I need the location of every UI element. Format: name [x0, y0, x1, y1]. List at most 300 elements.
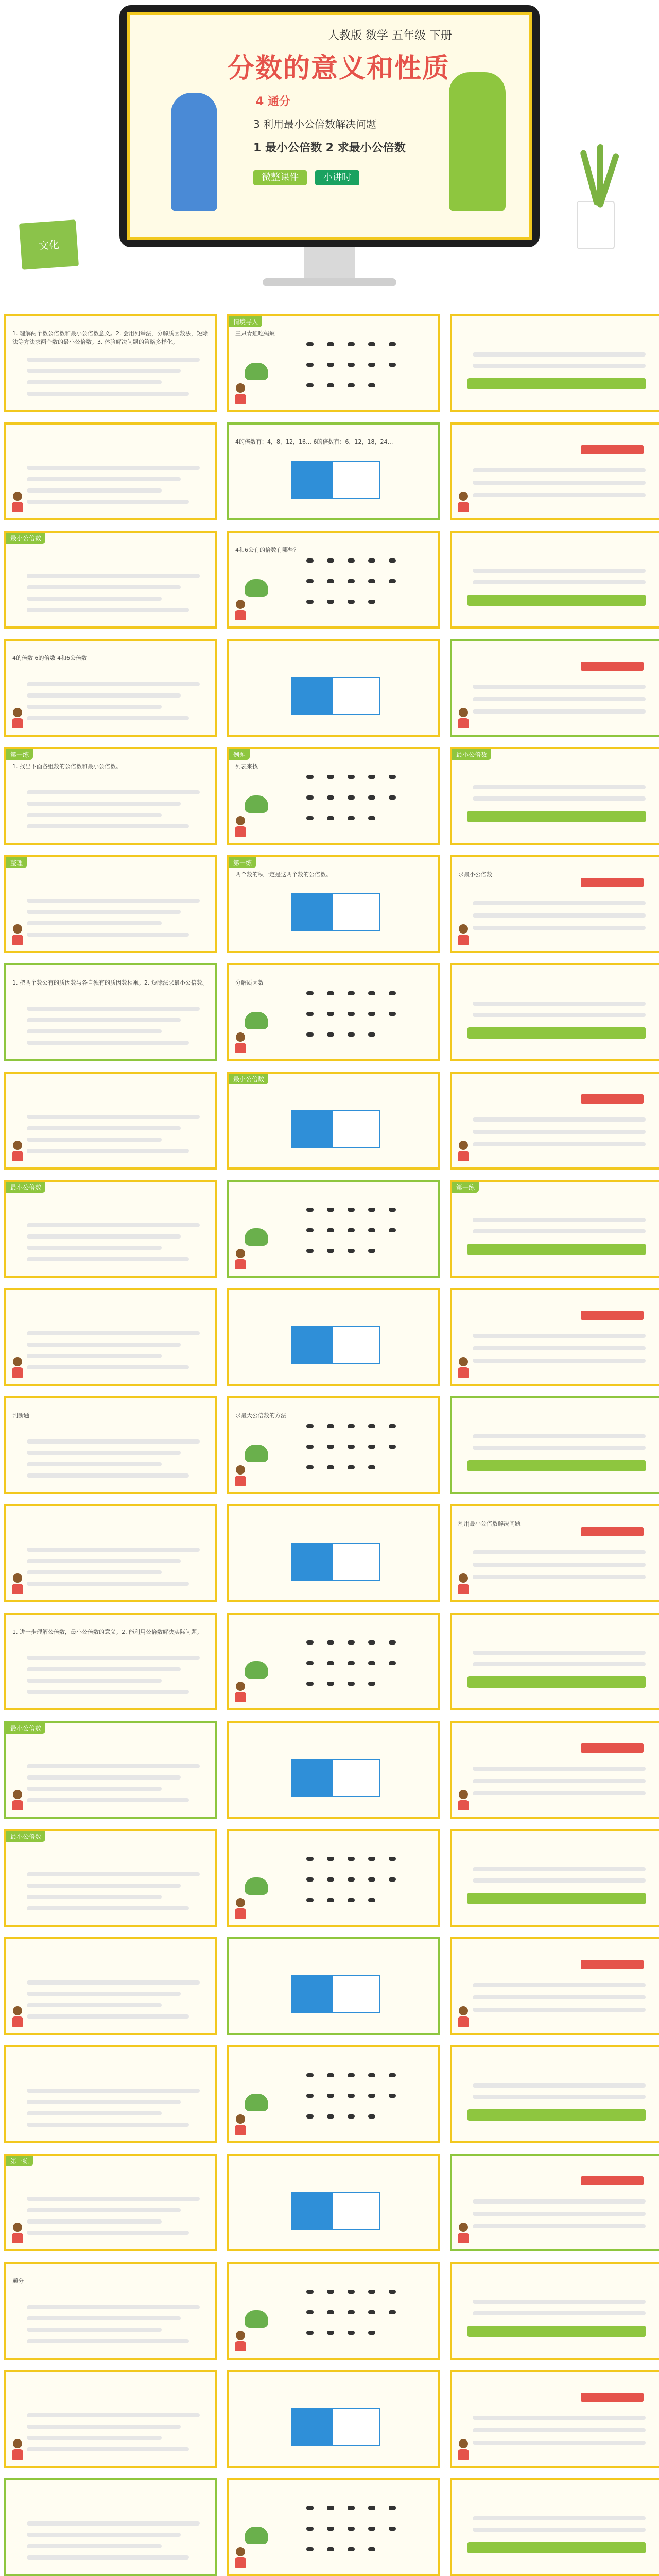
- ant-icon: [368, 1682, 375, 1686]
- ant-icon: [348, 2506, 355, 2510]
- slide-thumbnail[interactable]: [227, 1504, 440, 1602]
- text-line: [27, 1906, 189, 1910]
- text-line: [473, 2008, 646, 2012]
- text-line: [27, 1343, 181, 1347]
- cover-subtitle-2: 3 利用最小公倍数解决问题: [253, 118, 377, 130]
- text-line: [27, 1018, 181, 1022]
- monitor: [119, 5, 540, 247]
- ant-icon: [327, 2290, 334, 2294]
- text-line: [27, 682, 200, 686]
- text-line: [473, 1767, 646, 1771]
- text-line: [473, 468, 646, 472]
- ant-icon: [306, 1640, 314, 1645]
- ant-icon: [389, 2094, 396, 2098]
- cover-slide: [127, 12, 532, 240]
- text-line: [473, 1791, 646, 1795]
- ant-icon: [368, 2073, 375, 2077]
- slide-text: 4和6公有的倍数有哪些？: [235, 547, 299, 553]
- slide-thumbnail[interactable]: [4, 1288, 217, 1386]
- cover-tag-a: 微整课件: [253, 170, 307, 185]
- text-line: [473, 1117, 646, 1122]
- text-line: [473, 2212, 646, 2216]
- ant-icon: [389, 1445, 396, 1449]
- ant-icon: [368, 2527, 375, 2531]
- text-line: [473, 1218, 646, 1222]
- text-line: [27, 1354, 162, 1358]
- ant-icon: [389, 579, 396, 583]
- text-line: [27, 1872, 200, 1876]
- text-line: [473, 2416, 646, 2420]
- teacher-icon: [234, 1032, 247, 1053]
- text-line: [27, 1775, 181, 1780]
- ant-icon: [368, 2094, 375, 2098]
- text-line: [473, 1878, 646, 1883]
- slide-thumbnail[interactable]: [227, 422, 440, 520]
- text-line: [473, 2095, 646, 2099]
- slide-thumbnail[interactable]: [227, 2154, 440, 2251]
- slide-text: 通分: [12, 2278, 24, 2284]
- text-line: [473, 1346, 646, 1350]
- ant-icon: [348, 2073, 355, 2077]
- slide-thumbnail[interactable]: [4, 1937, 217, 2035]
- text-line: [473, 697, 646, 701]
- fraction-fill: [292, 2409, 333, 2445]
- slide-thumbnail[interactable]: [4, 1072, 217, 1170]
- ant-icon: [348, 1424, 355, 1428]
- slide-thumbnail[interactable]: [4, 2045, 217, 2143]
- slide-thumbnail[interactable]: [227, 1937, 440, 2035]
- ant-icon: [306, 2290, 314, 2294]
- text-line: [27, 1365, 189, 1369]
- slide-thumbnail[interactable]: [4, 1396, 217, 1494]
- text-line: [27, 802, 181, 806]
- ant-icon: [327, 1465, 334, 1469]
- teacher-icon: [234, 2331, 247, 2351]
- ant-icon: [389, 2527, 396, 2531]
- ant-icon: [368, 558, 375, 563]
- text-line: [473, 569, 646, 573]
- text-line: [27, 2219, 162, 2224]
- text-line: [27, 1582, 189, 1586]
- ant-icon: [306, 2547, 314, 2551]
- ant-icon: [306, 1208, 314, 1212]
- slide-thumbnail[interactable]: [4, 747, 217, 845]
- ant-icon: [389, 2290, 396, 2294]
- ant-icon: [368, 1012, 375, 1016]
- slide-thumbnail[interactable]: [227, 1180, 440, 1278]
- slide-thumbnail[interactable]: [450, 747, 659, 845]
- text-line: [473, 352, 646, 357]
- ant-icon: [327, 342, 334, 346]
- teacher-icon: [457, 1357, 470, 1378]
- ant-icon: [348, 579, 355, 583]
- text-line: [27, 2436, 162, 2440]
- slide-thumbnail[interactable]: [4, 1721, 217, 1819]
- slide-thumbnail[interactable]: [227, 2370, 440, 2468]
- slide-thumbnail[interactable]: [4, 2154, 217, 2251]
- text-line: [473, 913, 646, 918]
- ant-icon: [306, 775, 314, 779]
- text-line: [27, 2305, 200, 2309]
- slide-text: 两个数的积一定是这两个数的公倍数。: [235, 871, 332, 878]
- ant-icon: [306, 1424, 314, 1428]
- teacher-icon: [234, 1249, 247, 1269]
- text-line: [27, 1439, 200, 1444]
- ant-icon: [306, 1857, 314, 1861]
- ant-icon: [306, 1661, 314, 1665]
- slide-thumbnail[interactable]: [450, 963, 659, 1061]
- text-line: [27, 910, 181, 914]
- text-line: [27, 1041, 189, 1045]
- slide-thumbnail[interactable]: [4, 963, 217, 1061]
- edition-label: 人教版 数学 五年级 下册: [328, 29, 452, 42]
- slide-thumbnail[interactable]: [450, 2478, 659, 2576]
- highlight-bar: [467, 1244, 646, 1255]
- ant-icon: [327, 2094, 334, 2098]
- ant-icon: [348, 795, 355, 800]
- teacher-icon: [234, 1682, 247, 1702]
- slide-text: 三只青蛙吃蚂蚁: [235, 330, 275, 337]
- text-line: [473, 709, 646, 714]
- highlight-bar: [467, 2109, 646, 2121]
- text-line: [473, 1002, 646, 1006]
- slide-thumbnail[interactable]: [4, 1613, 217, 1710]
- text-line: [27, 2533, 181, 2537]
- text-line: [27, 2089, 200, 2093]
- slide-thumbnail[interactable]: [4, 1180, 217, 1278]
- text-line: [473, 1983, 646, 1987]
- slide-thumbnail[interactable]: [227, 1721, 440, 1819]
- text-line: [27, 2544, 162, 2548]
- fraction-fill: [292, 2193, 333, 2229]
- teacher-icon: [234, 600, 247, 620]
- fraction-fill: [292, 1544, 333, 1580]
- fraction-fill: [292, 678, 333, 714]
- text-line: [27, 477, 181, 481]
- teacher-icon: [11, 1573, 24, 1594]
- ant-icon: [348, 991, 355, 995]
- text-line: [27, 1787, 162, 1791]
- ant-icon: [348, 363, 355, 367]
- slide-thumbnail[interactable]: [450, 1396, 659, 1494]
- slide-thumbnail[interactable]: [227, 639, 440, 737]
- text-line: [473, 2428, 646, 2432]
- slide-thumbnail[interactable]: [450, 1721, 659, 1819]
- frog-icon: [245, 2310, 268, 2328]
- text-line: [27, 1980, 200, 1985]
- text-line: [473, 1651, 646, 1655]
- ant-icon: [368, 795, 375, 800]
- ant-icon: [327, 1032, 334, 1037]
- fraction-fill: [292, 1327, 333, 1363]
- text-line: [27, 2328, 162, 2332]
- slide-thumbnail[interactable]: [4, 422, 217, 520]
- slide-thumbnail[interactable]: [227, 1829, 440, 1927]
- slide-thumbnail[interactable]: [450, 1613, 659, 1710]
- slide-badge: 第一练: [6, 749, 33, 760]
- text-line: [27, 488, 162, 493]
- ant-icon: [348, 342, 355, 346]
- ant-icon: [389, 1424, 396, 1428]
- ant-icon: [306, 1877, 314, 1882]
- slide-thumbnail[interactable]: [450, 1829, 659, 1927]
- slide-thumbnail[interactable]: [4, 1829, 217, 1927]
- teacher-icon: [11, 492, 24, 512]
- ant-icon: [348, 2527, 355, 2531]
- text-line: [473, 2311, 646, 2315]
- slide-thumbnail[interactable]: [227, 314, 440, 412]
- ant-icon: [389, 775, 396, 779]
- slide-thumbnail[interactable]: [4, 639, 217, 737]
- ant-icon: [327, 1208, 334, 1212]
- text-line: [27, 2339, 189, 2343]
- plant-pot: [577, 201, 615, 249]
- slide-badge: 整理: [6, 857, 27, 868]
- text-line: [27, 380, 162, 384]
- ant-icon: [306, 1032, 314, 1037]
- ant-icon: [306, 991, 314, 995]
- slide-thumbnail[interactable]: [227, 1396, 440, 1494]
- ant-icon: [327, 2527, 334, 2531]
- slide-thumbnail[interactable]: [227, 2262, 440, 2360]
- ant-icon: [368, 1424, 375, 1428]
- text-line: [27, 608, 189, 612]
- ant-icon: [327, 1012, 334, 1016]
- ant-icon: [327, 600, 334, 604]
- ant-icon: [327, 1424, 334, 1428]
- slide-thumbnail[interactable]: [4, 2478, 217, 2576]
- teacher-icon: [11, 1790, 24, 1810]
- ant-icon: [327, 2547, 334, 2551]
- slide-thumbnail-grid: [0, 309, 659, 2576]
- slide-thumbnail[interactable]: [227, 2045, 440, 2143]
- text-line: [27, 790, 200, 794]
- fraction-fill: [292, 894, 333, 930]
- teacher-icon: [11, 924, 24, 945]
- ant-icon: [368, 1661, 375, 1665]
- ant-icon: [327, 2331, 334, 2335]
- slide-thumbnail[interactable]: [4, 2370, 217, 2468]
- ant-icon: [306, 1012, 314, 1016]
- text-line: [27, 1451, 181, 1455]
- monitor-base: [263, 278, 396, 286]
- slide-thumbnail[interactable]: [4, 855, 217, 953]
- slide-thumbnail[interactable]: [227, 963, 440, 1061]
- slide-thumbnail[interactable]: [4, 1504, 217, 1602]
- text-line: [473, 1013, 646, 1017]
- teacher-icon: [11, 2006, 24, 2027]
- slide-text: 4的倍数有：4，8，12，16… 6的倍数有：6，12，18，24…: [235, 438, 393, 445]
- ant-icon: [306, 2114, 314, 2119]
- highlight-bar: [467, 811, 646, 822]
- ant-icon: [389, 342, 396, 346]
- frog-icon: [245, 363, 268, 380]
- text-line: [27, 1473, 189, 1478]
- text-line: [27, 813, 162, 817]
- text-line: [473, 364, 646, 368]
- ant-icon: [348, 2094, 355, 2098]
- text-line: [473, 2528, 646, 2532]
- note-tag: [581, 1743, 644, 1753]
- ant-icon: [389, 558, 396, 563]
- slide-thumbnail[interactable]: [450, 314, 659, 412]
- text-line: [27, 500, 189, 504]
- slide-text: 1. 把两个数公有的质因数与各自独有的质因数相乘。2. 短除法求最小公倍数。: [12, 979, 208, 986]
- ant-icon: [368, 2506, 375, 2510]
- text-line: [27, 1667, 181, 1671]
- frog-icon: [245, 1228, 268, 1246]
- text-line: [473, 926, 646, 930]
- ant-icon: [368, 1465, 375, 1469]
- slide-thumbnail[interactable]: [450, 855, 659, 953]
- slide-thumbnail[interactable]: [450, 1180, 659, 1278]
- slide-thumbnail[interactable]: [450, 1072, 659, 1170]
- ant-icon: [306, 2527, 314, 2531]
- highlight-bar: [467, 2326, 646, 2337]
- ant-icon: [327, 1445, 334, 1449]
- note-tag: [581, 878, 644, 887]
- slide-thumbnail[interactable]: [450, 422, 659, 520]
- ant-icon: [368, 1208, 375, 1212]
- note-tag: [581, 1094, 644, 1104]
- frog-icon: [245, 1661, 268, 1679]
- teacher-icon: [457, 2439, 470, 2460]
- text-line: [473, 1334, 646, 1338]
- slide-text: 列表来找: [235, 763, 258, 770]
- ant-icon: [389, 363, 396, 367]
- slide-thumbnail[interactable]: [227, 747, 440, 845]
- ant-icon: [389, 1661, 396, 1665]
- ant-icon: [348, 2290, 355, 2294]
- text-line: [27, 824, 189, 828]
- teacher-icon: [457, 2006, 470, 2027]
- text-line: [27, 2425, 181, 2429]
- slide-thumbnail[interactable]: [450, 1937, 659, 2035]
- text-line: [27, 933, 189, 937]
- ant-icon: [306, 342, 314, 346]
- slide-text: 判断题: [12, 1412, 29, 1419]
- text-line: [473, 1434, 646, 1438]
- text-line: [473, 2516, 646, 2520]
- slide-thumbnail[interactable]: [227, 1613, 440, 1710]
- slide-thumbnail[interactable]: [4, 531, 217, 629]
- teacher-icon: [457, 1141, 470, 1161]
- text-line: [27, 2555, 189, 2560]
- note-tag: [581, 1311, 644, 1320]
- slide-thumbnail[interactable]: [227, 531, 440, 629]
- slide-thumbnail[interactable]: [227, 1288, 440, 1386]
- teacher-icon: [11, 1141, 24, 1161]
- slide-thumbnail[interactable]: [450, 1504, 659, 1602]
- ant-icon: [389, 1208, 396, 1212]
- text-line: [27, 1234, 181, 1239]
- teacher-icon: [457, 924, 470, 945]
- cover-subtitle-1: 4 通分: [256, 95, 290, 108]
- ant-icon: [389, 2506, 396, 2510]
- slide-thumbnail[interactable]: [450, 639, 659, 737]
- text-line: [27, 1331, 200, 1335]
- text-line: [473, 1130, 646, 1134]
- text-line: [27, 1690, 189, 1694]
- ant-icon: [348, 1682, 355, 1686]
- teacher-icon: [234, 1465, 247, 1486]
- teacher-icon: [457, 708, 470, 728]
- text-line: [473, 1575, 646, 1579]
- text-line: [473, 493, 646, 497]
- ant-icon: [306, 1228, 314, 1232]
- slide-text: 1. 理解两个数公倍数和最小公倍数意义。2. 会用列举法，分解质因数法，短除法等方法求两个数的最小公倍数。3. 体验解决问题的策略多样化。: [12, 330, 208, 345]
- ant-icon: [368, 816, 375, 820]
- slide-thumbnail[interactable]: [450, 2262, 659, 2360]
- text-line: [473, 2224, 646, 2228]
- ant-icon: [348, 1465, 355, 1469]
- slide-badge: 第一练: [6, 2156, 33, 2166]
- teacher-icon: [234, 816, 247, 837]
- ant-icon: [348, 2331, 355, 2335]
- teacher-icon: [457, 2223, 470, 2243]
- text-line: [27, 1548, 200, 1552]
- teacher-icon: [11, 1357, 24, 1378]
- ant-icon: [306, 1465, 314, 1469]
- ant-icon: [368, 342, 375, 346]
- slide-text: 1. 进一步理解公倍数，最小公倍数的意义。2. 能利用公倍数解决实际问题。: [12, 1629, 202, 1635]
- ant-icon: [368, 383, 375, 387]
- text-line: [27, 585, 181, 589]
- girl-illustration: [449, 72, 506, 211]
- text-line: [27, 1126, 181, 1130]
- slide-text: 利用最小公倍数解决问题: [458, 1520, 521, 1527]
- ant-icon: [327, 2506, 334, 2510]
- slide-text: 求最小公倍数: [458, 871, 492, 878]
- note-tag: [581, 445, 644, 454]
- ant-icon: [306, 600, 314, 604]
- slide-thumbnail[interactable]: [227, 855, 440, 953]
- boy-illustration: [171, 93, 217, 211]
- slide-thumbnail[interactable]: [450, 2370, 659, 2468]
- slide-thumbnail[interactable]: [450, 2045, 659, 2143]
- text-line: [473, 481, 646, 485]
- text-line: [27, 2413, 200, 2417]
- ant-icon: [348, 1857, 355, 1861]
- ant-icon: [348, 2114, 355, 2119]
- slide-thumbnail[interactable]: [450, 531, 659, 629]
- ant-icon: [306, 2094, 314, 2098]
- slide-thumbnail[interactable]: [450, 2154, 659, 2251]
- slide-thumbnail[interactable]: [450, 1288, 659, 1386]
- ant-icon: [389, 1877, 396, 1882]
- slide-thumbnail[interactable]: [4, 2262, 217, 2360]
- slide-thumbnail[interactable]: [227, 2478, 440, 2576]
- highlight-bar: [467, 595, 646, 606]
- ant-icon: [327, 1682, 334, 1686]
- note-tag: [581, 1960, 644, 1969]
- text-line: [27, 2123, 189, 2127]
- teacher-icon: [234, 383, 247, 404]
- ant-icon: [348, 558, 355, 563]
- teacher-icon: [234, 2547, 247, 2568]
- slide-thumbnail[interactable]: [227, 1072, 440, 1170]
- ant-icon: [348, 1032, 355, 1037]
- slide-badge: 最小公倍数: [6, 1831, 45, 1842]
- text-line: [473, 2441, 646, 2445]
- text-line: [473, 1662, 646, 1666]
- note-tag: [581, 1527, 644, 1536]
- highlight-bar: [467, 1027, 646, 1039]
- hero-banner: [0, 0, 659, 309]
- text-line: [27, 1138, 162, 1142]
- text-line: [27, 1462, 162, 1466]
- slide-thumbnail[interactable]: [4, 314, 217, 412]
